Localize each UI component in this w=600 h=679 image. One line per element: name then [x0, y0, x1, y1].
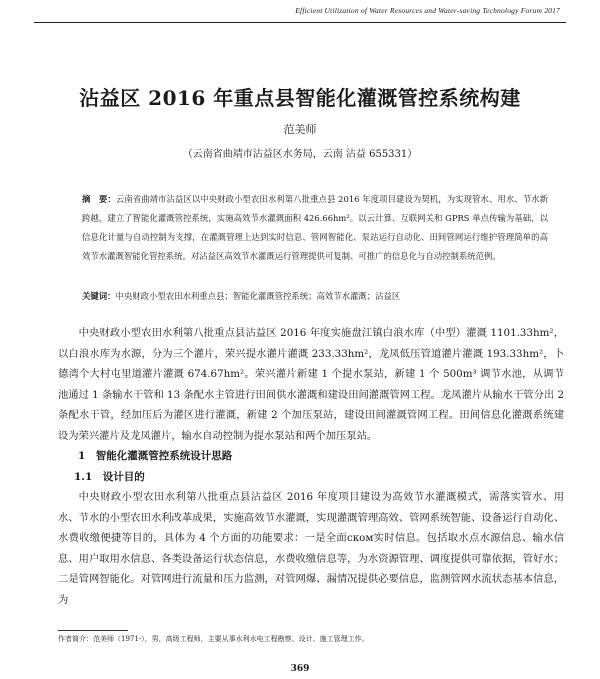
design-purpose-paragraph: 中央财政小型农田水利第八批重点县沾益区 2016 年度项目建设为高效节水灌溉模式，需落实管水、用水、节水的小型农田水利改革成果，实施高效节水灌溉，实现灌溉管理高效、管网系统智能、设备运行自动化、水费收缴便捷等目的，具体为 4 个方面的功能要求：一是全面ском实时信息。包括取水点水源信息、输水信息、用户取用水信息、各类设备运行状态信息，水费收缴信息等，为水资源管理、调度提供可靠依据，管好水；二是管网智能化。对管网进行流量和压力监测，对管网爆、漏情况提供必要信息，监测管网水流状态基本信息，为: [58, 491, 564, 606]
keywords-text: 中央财政小型农田水利重点县；智能化灌溉管控系统；高效节水灌溉；沾益区: [115, 291, 401, 301]
footnote-rule: [58, 630, 128, 631]
intro-paragraph: 中央财政小型农田水利第八批重点县沾益区 2016 年度实施盘江镇白浪水库（中型）灌溉 1101.33hm²，以白浪水库为水源，分为三个灌片，荣兴提水灌片灌溉 233.33hm²，龙凤低压管道灌片灌溉 193.33hm²，卜德湾个大村屯里道灌片灌溉 674.67hm²。荣兴灌片新建 1 个提水泵站，新建 1 个 500m³ 调节水池，从调节池通过 1 条输水干管和 13 条配水主管进行田间供水灌溉和建设田间灌溉管网工程。龙凤灌片从输水干管分出 2 条配水干管，经加压后为灌区进行灌溉，新建 2 个加压泵站，建设田间灌溉管网工程。田间信息化灌溉系统建设为荣兴灌片及龙凤灌片，输水自动控制为提水泵站和两个加压泵站。: [58, 327, 564, 442]
author-footnote: 作者简介：范美师（1971-），男，高级工程师，主要从事水利水电工程勘察、设计、施工管理工作。: [58, 635, 369, 643]
keywords: [82, 289, 548, 303]
affiliation: （云南省曲靖市沾益区水务局，云南 沾益 655331）: [182, 149, 418, 160]
paper-title: 沾益区 2016 年重点县智能化灌溉管控系统构建: [79, 86, 521, 110]
running-header: Efficient Utilization of Water Resources and Water-saving Technology Forum 2017: [295, 6, 560, 15]
abstract-label: 摘 要：: [82, 194, 116, 204]
page-number: 369: [290, 664, 310, 674]
abstract-text: 云南省曲靖市沾益区以中央财政小型农田水利第八批重点县 2016 年度项目建设为契机，为实现管水、用水、节水新跨越，建立了智能化灌溉管控系统，实施高效节水灌溉面积 426.66hm²。以云计算、互联网关和 GPRS 单点传输为基础，以信息化计量与自动控制为支撑，在灌溉管理上达到实时信息、管网智能化、泵站运行自动化、田间管网运行维护管理简单的高效节水灌溉智能化管控系统。对沾益区高效节水灌溉运行管理提供可复制、可推广的信息化与自动控制系统范例。: [82, 194, 548, 261]
abstract: [82, 190, 548, 266]
section-1-1-heading: 1.1 设计目的: [74, 470, 145, 483]
author: 范美师: [283, 123, 317, 136]
body-text: [58, 323, 564, 610]
keywords-label: 关键词：: [82, 291, 116, 301]
section-1-heading: 1 智能化灌溉管控系统设计思路: [78, 450, 233, 462]
header-rule: [34, 22, 566, 23]
